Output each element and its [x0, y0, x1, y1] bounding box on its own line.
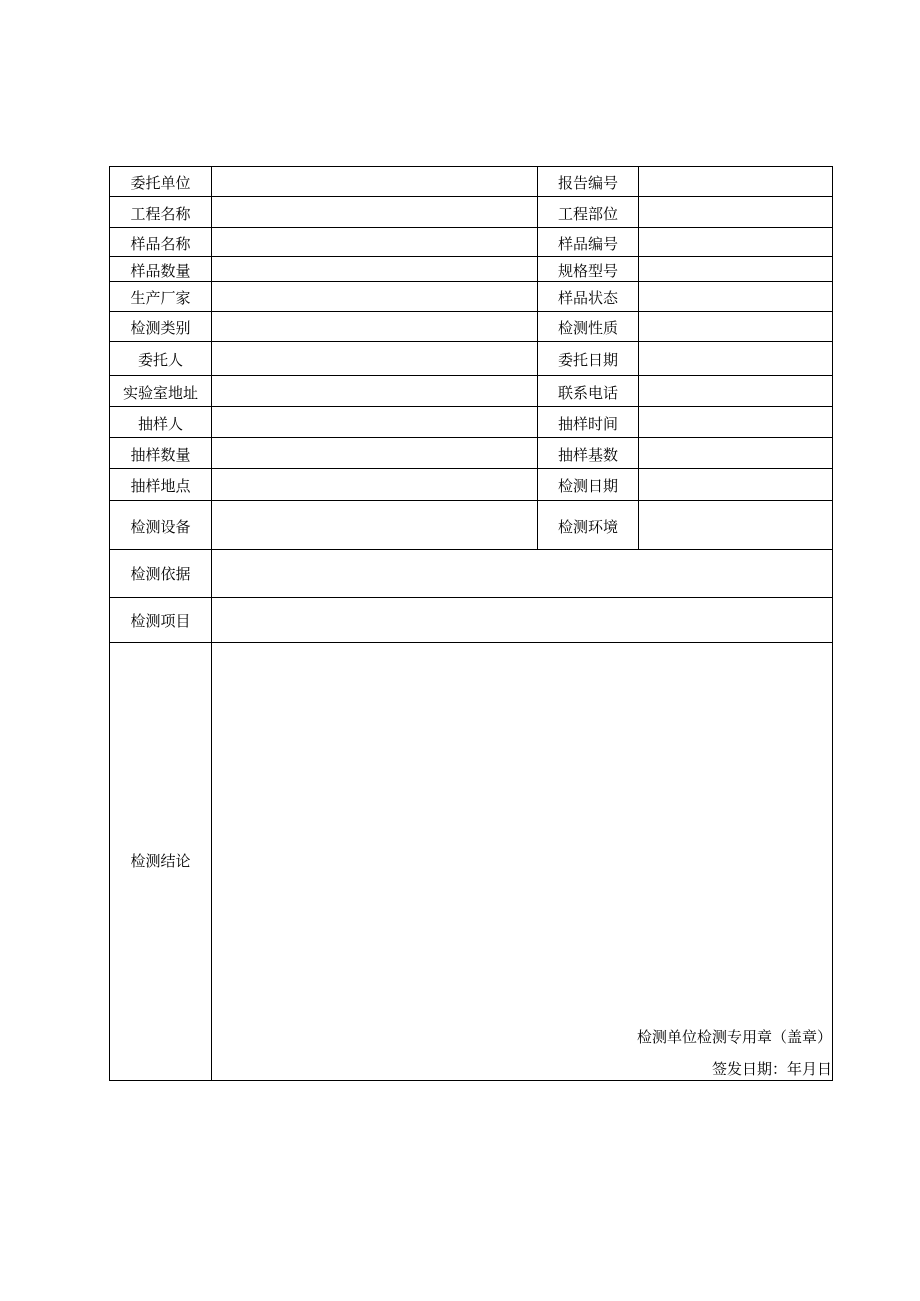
field-label: 检测环境 [557, 517, 619, 536]
field-value[interactable] [212, 228, 537, 256]
field-value[interactable] [639, 312, 832, 341]
field-value[interactable] [639, 282, 832, 311]
field-label: 报告编号 [557, 174, 619, 192]
field-value[interactable] [212, 197, 537, 227]
field-label: 检测日期 [557, 477, 619, 495]
table-border-left [109, 166, 110, 1081]
field-value[interactable] [639, 376, 832, 406]
field-value[interactable] [212, 167, 537, 196]
field-value[interactable] [639, 469, 832, 500]
field-label: 抽样地点 [130, 477, 191, 495]
field-label: 检测设备 [130, 517, 191, 536]
field-value[interactable] [212, 598, 832, 642]
conclusion-field[interactable] [212, 643, 832, 1080]
field-label: 生产厂家 [130, 289, 191, 307]
field-value[interactable] [639, 228, 832, 256]
field-value[interactable] [639, 167, 832, 196]
field-label: 检测项目 [130, 611, 191, 630]
table-border-right [832, 166, 833, 1081]
field-value[interactable] [639, 197, 832, 227]
field-label: 规格型号 [557, 261, 619, 280]
field-value[interactable] [212, 438, 537, 468]
field-value[interactable] [212, 550, 832, 597]
field-value[interactable] [212, 312, 537, 341]
field-label: 检测类别 [130, 319, 191, 337]
field-value[interactable] [639, 407, 832, 437]
mid-column-divider [537, 166, 538, 550]
field-value[interactable] [212, 282, 537, 311]
field-label: 抽样数量 [130, 445, 191, 464]
field-label: 样品名称 [130, 234, 191, 253]
field-label: 抽样基数 [557, 445, 619, 464]
field-label: 检测性质 [557, 319, 619, 337]
field-value[interactable] [212, 376, 537, 406]
field-label: 实验室地址 [122, 383, 199, 402]
field-value[interactable] [212, 407, 537, 437]
field-label: 检测依据 [130, 565, 191, 583]
field-label: 样品数量 [130, 261, 191, 280]
field-label: 工程部位 [557, 204, 619, 223]
field-label: 抽样时间 [557, 414, 619, 433]
conclusion-label: 检测结论 [130, 852, 191, 870]
table-rule [109, 1080, 833, 1081]
issue-date-note: 签发日期：年月日 [711, 1060, 832, 1078]
field-label: 抽样人 [137, 414, 184, 433]
field-label: 样品编号 [557, 234, 619, 253]
field-label: 样品状态 [557, 289, 619, 307]
field-value[interactable] [212, 469, 537, 500]
field-label: 联系电话 [557, 383, 619, 402]
field-value[interactable] [212, 257, 537, 281]
field-label: 委托日期 [557, 351, 619, 369]
field-value[interactable] [639, 501, 832, 549]
stamp-note: 检测单位检测专用章（盖章） [636, 1028, 832, 1046]
field-value[interactable] [639, 438, 832, 468]
field-value[interactable] [639, 342, 832, 375]
field-label: 委托单位 [130, 174, 191, 192]
field-value[interactable] [639, 257, 832, 281]
field-label: 工程名称 [130, 204, 191, 223]
field-label: 委托人 [137, 351, 184, 369]
field-value[interactable] [212, 501, 537, 549]
field-value[interactable] [212, 342, 537, 375]
